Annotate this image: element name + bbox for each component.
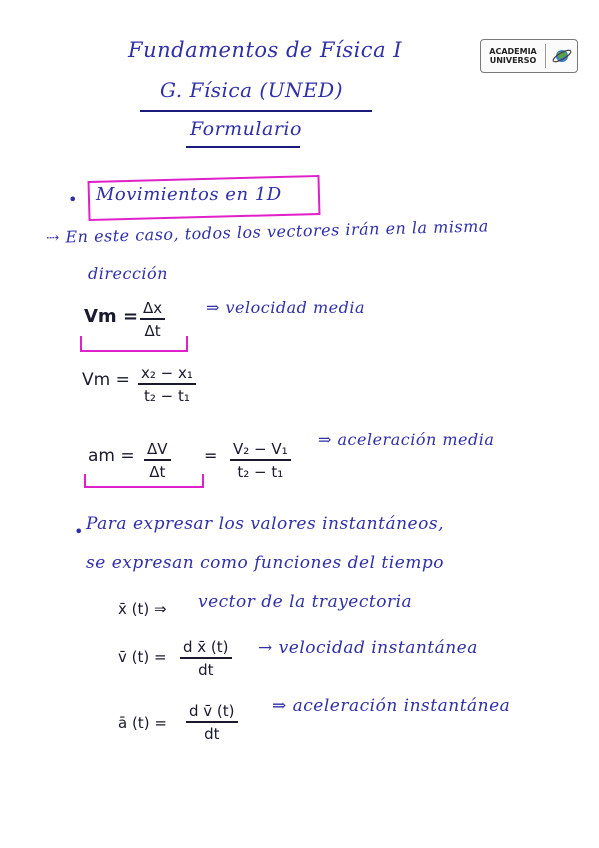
acceleration-numerator: d v̄ (t): [189, 702, 235, 720]
vm-numerator: Δx: [143, 299, 163, 317]
acceleration-denominator: dt: [204, 724, 220, 743]
academia-universo-logo: [480, 39, 578, 73]
velocity-denominator: dt: [198, 660, 214, 679]
velocity-symbol: v̄ (t) =: [118, 648, 167, 666]
acceleration-symbol: ā (t) =: [118, 714, 167, 732]
am-equals: =: [204, 446, 218, 465]
section-bullet: •: [68, 190, 78, 209]
instant-line2: se expresan como funciones del tiempo: [86, 553, 445, 573]
section-note-line1: ⇢ En este caso, todos los vectores irán en la misma: [45, 216, 490, 247]
velocity-numerator: d x̄ (t): [183, 638, 229, 656]
position-symbol: x̄ (t) ⇒: [118, 600, 167, 618]
vm-symbol: Vm =: [84, 306, 139, 327]
am-highlight-mark: [84, 474, 204, 488]
instant-bullet: •: [74, 522, 84, 541]
acceleration-fraction: [186, 702, 238, 743]
vm-description: ⇒ velocidad media: [206, 298, 365, 317]
heading-underline: [186, 146, 300, 148]
instant-line1: Para expresar los valores instantáneos,: [86, 514, 444, 534]
page-title: Fundamentos de Física I: [128, 38, 403, 62]
vm-fraction: [140, 299, 165, 340]
acceleration-description: ⇒ aceleración instantánea: [272, 696, 511, 716]
page-subtitle: G. Física (UNED): [160, 78, 343, 102]
am2-denominator: t₂ − t₁: [237, 462, 284, 481]
logo-text: ACADEMIA UNIVERSO: [489, 47, 537, 65]
planet-icon: [546, 45, 577, 67]
vm2-symbol: Vm =: [82, 370, 130, 390]
am-description: ⇒ aceleración media: [318, 430, 495, 449]
section-note-line2: dirección: [88, 264, 168, 283]
am-numerator: ΔV: [147, 440, 168, 458]
vm-highlight-mark: [80, 336, 188, 352]
vm2-denominator: t₂ − t₁: [143, 386, 190, 405]
position-description: vector de la trayectoria: [198, 592, 413, 612]
vm-denominator: Δt: [144, 321, 161, 340]
velocity-description: → velocidad instantánea: [258, 638, 478, 658]
am2-fraction: [230, 440, 291, 481]
subtitle-underline: [140, 110, 372, 112]
vm2-fraction: [138, 364, 196, 405]
am-symbol: am =: [88, 446, 135, 466]
vm2-numerator: x₂ − x₁: [141, 364, 193, 382]
am-denominator: Δt: [149, 462, 166, 481]
am2-numerator: V₂ − V₁: [233, 440, 288, 458]
velocity-fraction: [180, 638, 232, 679]
page-heading: Formulario: [190, 118, 302, 140]
section-title: Movimientos en 1D: [96, 184, 282, 205]
